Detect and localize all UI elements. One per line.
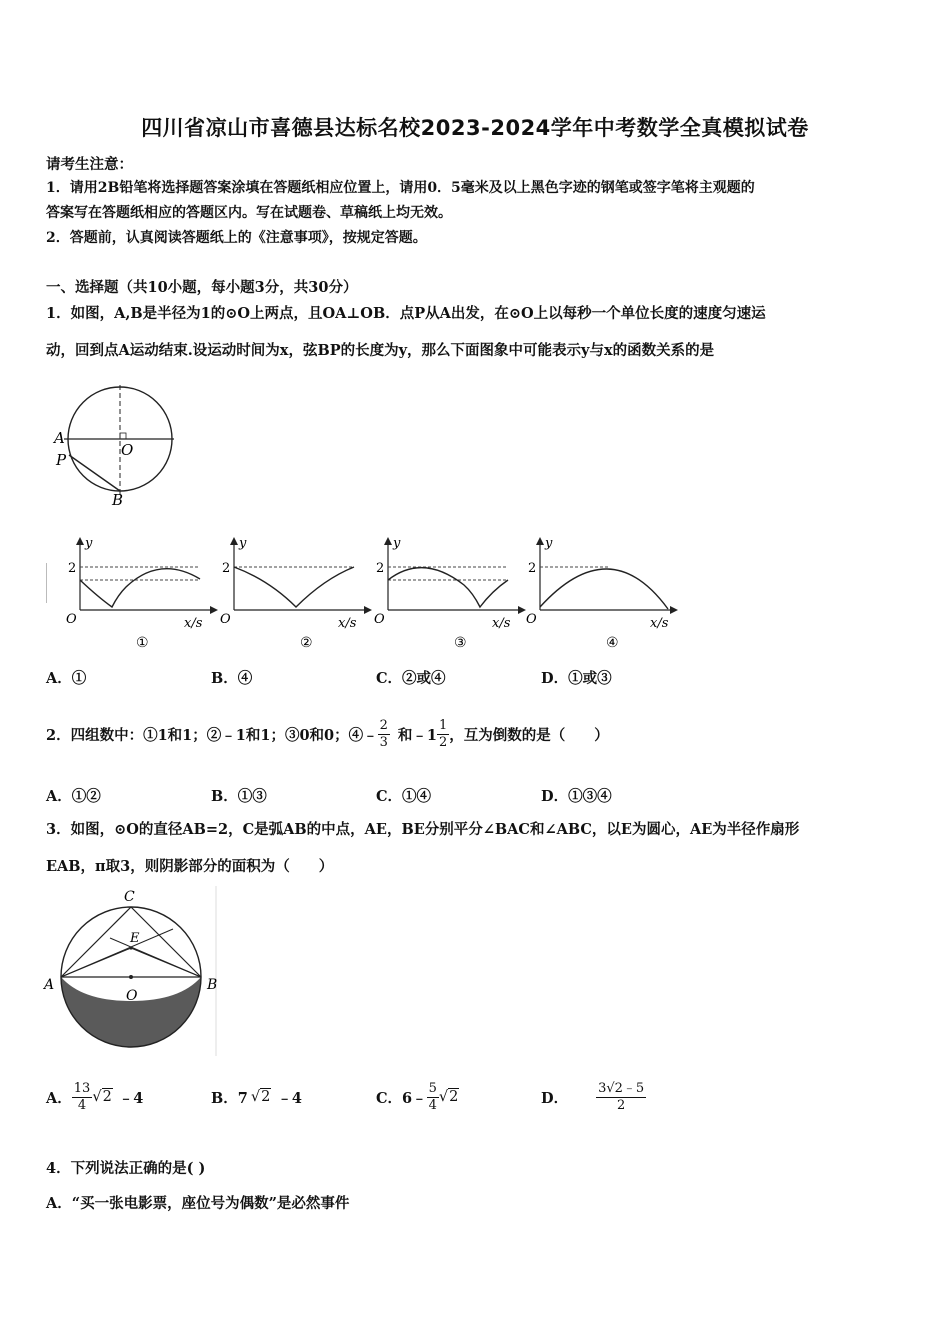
q2-suffix: ，互为倒数的是（ ）	[449, 726, 609, 744]
g1-number: ①	[136, 635, 149, 651]
q4-option-a[interactable]: A．“买一张电影票，座位号为偶数”是必然事件	[46, 1195, 350, 1212]
q3-stem-line2: EAB，π取3，则阴影部分的面积为（ ）	[46, 858, 334, 875]
g4-y: y	[545, 536, 553, 551]
q1-stem-line1: 1．如图，A,B是半径为1的⊙O上两点，且OA⊥OB．点P从A出发，在⊙O上以每秒一个单位长度的速度匀速运	[46, 305, 766, 322]
label-P: P	[56, 451, 67, 469]
q2-option-c[interactable]: C．①④	[376, 788, 432, 805]
q2-frac2-num: 1	[439, 717, 448, 733]
q3-c-fraction	[427, 1081, 439, 1114]
q3-b-tail: ﹣4	[277, 1089, 302, 1107]
notice-line-2: 2．答题前，认真阅读答题纸上的《注意事项》，按规定答题。	[46, 230, 427, 246]
q3-c-sqrt: √2	[438, 1089, 459, 1105]
g1-y: y	[85, 536, 93, 551]
section-heading: 一、选择题（共10小题，每小题3分，共30分）	[46, 279, 358, 296]
q1-circle-figure	[50, 385, 180, 510]
g2-number: ②	[300, 635, 313, 651]
label-B: B	[112, 491, 124, 509]
q3-a-rad: 2	[102, 1089, 112, 1105]
q3-a-tail: ﹣4	[118, 1089, 144, 1107]
q3-c-num: 5	[428, 1080, 437, 1096]
g4-two: 2	[528, 561, 537, 576]
g3-two: 2	[376, 561, 385, 576]
q2-option-d[interactable]: D．①③④	[541, 788, 612, 805]
g2-two: 2	[222, 561, 231, 576]
q3-a-fraction	[72, 1081, 93, 1114]
q1-graph-2	[214, 535, 374, 653]
notice-heading: 请考生注意：	[46, 156, 133, 173]
q1-option-a[interactable]: A．①	[46, 670, 87, 687]
label-A: A	[54, 429, 65, 447]
q4-stem: 4．下列说法正确的是( )	[46, 1160, 206, 1177]
g1-x: x/s	[184, 616, 203, 631]
scan-mark	[46, 563, 49, 603]
q2-frac1-den: 3	[379, 734, 388, 750]
q3-d-fraction	[596, 1081, 646, 1114]
g3-origin: O	[374, 612, 385, 627]
q3-d-num: 3√2﹣5	[598, 1080, 645, 1096]
q2-frac1-num: 2	[379, 717, 388, 733]
g3-x: x/s	[492, 616, 511, 631]
q1-graph-4	[520, 535, 685, 653]
q3-label-E: E	[130, 931, 140, 946]
q3-label-O: O	[126, 988, 138, 1004]
q3-stem-line1: 3．如图，⊙O的直径AB=2，C是弧AB的中点，AE，BE分别平分∠BAC和∠ABC，以E为圆心，AE为半径作扇形	[46, 821, 800, 838]
q2-option-a[interactable]: A．①②	[46, 788, 101, 805]
g3-y: y	[393, 536, 401, 551]
g2-x: x/s	[338, 616, 357, 631]
q2-frac2-den: 2	[439, 734, 448, 750]
q3-b-rad: 2	[261, 1089, 271, 1105]
q2-mid: 和﹣1	[397, 726, 437, 744]
q3-c-den: 4	[428, 1097, 437, 1113]
q3-a-num: 13	[73, 1080, 91, 1096]
q3-option-d[interactable]	[541, 1073, 646, 1121]
q1-option-c[interactable]: C．②或④	[376, 670, 446, 687]
q3-b-sqrt: √2	[250, 1089, 271, 1105]
q3-a-den: 4	[72, 1097, 93, 1114]
q1-option-b[interactable]: B．④	[211, 670, 253, 687]
q2-fraction-1	[378, 718, 390, 751]
g2-y: y	[239, 536, 247, 551]
q3-option-a[interactable]	[46, 1073, 143, 1121]
q3-c-label: C．6﹣	[376, 1089, 427, 1107]
notice-line-1a: 1．请用2B铅笔将选择题答案涂填在答题纸相应位置上，请用0．5毫米及以上黑色字迹的钢笔或签字笔将主观题的	[46, 180, 755, 196]
g1-two: 2	[68, 561, 77, 576]
q3-option-c[interactable]	[376, 1073, 459, 1121]
q3-d-label: D．	[541, 1089, 569, 1107]
g1-origin: O	[66, 612, 77, 627]
q3-a-label: A．	[46, 1089, 72, 1107]
q3-c-rad: 2	[449, 1089, 459, 1105]
q3-option-b[interactable]	[211, 1073, 302, 1121]
g4-origin: O	[526, 612, 537, 627]
q3-circle-figure	[40, 886, 225, 1056]
q1-option-d[interactable]: D．①或③	[541, 670, 612, 687]
g4-x: x/s	[650, 616, 669, 631]
q1-stem-line2: 动，回到点A运动结束.设运动时间为x，弦BP的长度为y，那么下面图象中可能表示y与x的函数关系的是	[46, 342, 715, 359]
g3-number: ③	[454, 635, 467, 651]
g2-origin: O	[220, 612, 231, 627]
notice-line-1b: 答案写在答题纸相应的答题区内。写在试题卷、草稿纸上均无效。	[46, 205, 452, 221]
q2-fraction-2	[437, 718, 449, 751]
q1-graph-1	[60, 535, 220, 653]
label-O: O	[121, 441, 134, 459]
q3-b-label: B．7	[211, 1089, 248, 1107]
page-title: 四川省凉山市喜德县达标名校2023-2024学年中考数学全真模拟试卷	[141, 116, 809, 140]
q1-graph-3	[368, 535, 528, 653]
q2-prefix: 2．四组数中：①1和1；②﹣1和1；③0和0；④﹣	[46, 726, 378, 744]
q3-d-den: 2	[596, 1097, 646, 1114]
q3-label-B: B	[207, 977, 218, 993]
q3-a-sqrt: √2	[92, 1089, 112, 1105]
q3-label-C: C	[124, 889, 135, 905]
g4-number: ④	[606, 635, 619, 651]
q2-option-b[interactable]: B．①③	[211, 788, 267, 805]
q2-stem	[46, 708, 609, 760]
q3-label-A: A	[44, 977, 55, 993]
